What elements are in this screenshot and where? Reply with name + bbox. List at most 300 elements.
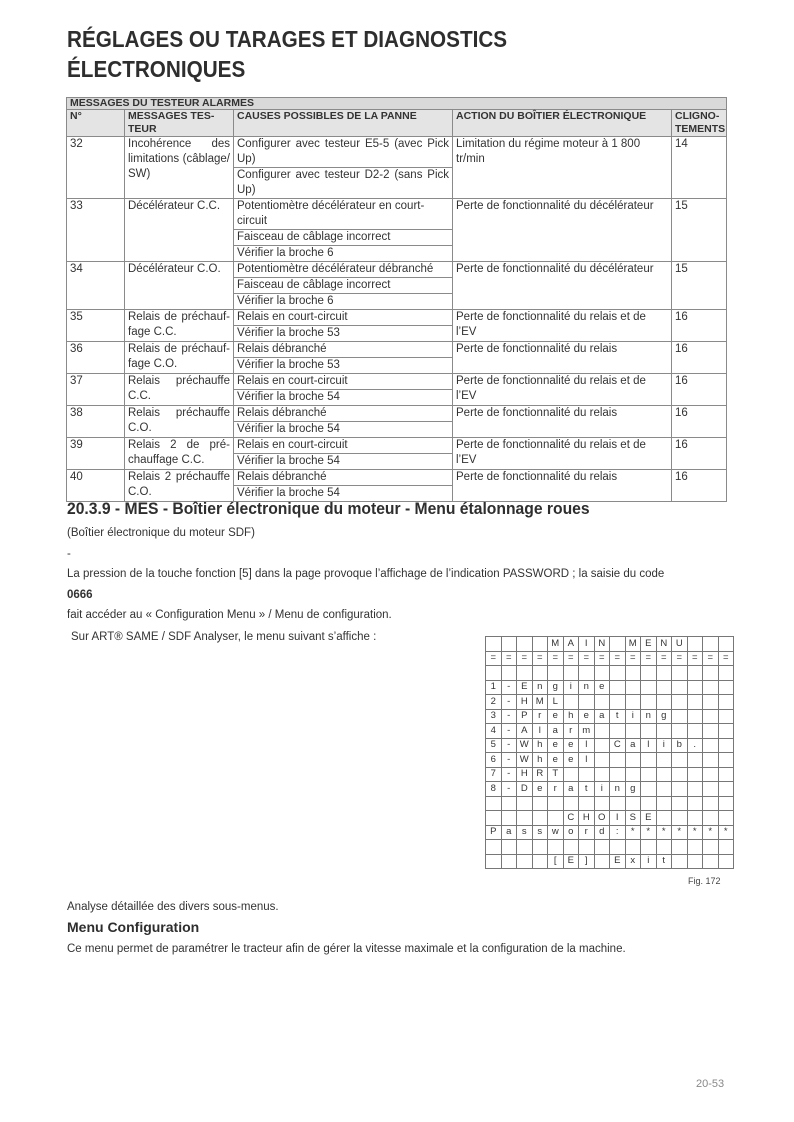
menu-grid-cell: b <box>672 738 688 753</box>
menu-grid-cell <box>672 767 688 782</box>
menu-grid-cell <box>532 796 548 811</box>
menu-grid-row <box>486 854 734 869</box>
menu-grid-cell: - <box>501 738 517 753</box>
menu-grid-cell: N <box>594 637 610 652</box>
menu-grid-cell <box>625 724 641 739</box>
menu-grid-cell: U <box>672 637 688 652</box>
menu-grid-cell: e <box>579 709 595 724</box>
paragraph-config-access: fait accéder au « Configuration Menu » / Menu de configuration. <box>67 609 392 621</box>
menu-grid-cell <box>703 709 719 724</box>
menu-grid-cell <box>703 695 719 710</box>
cause-line: Configurer avec testeur E5-5 (avec Pick <box>237 138 449 150</box>
alarm-message-line: limitations (câblage/ <box>128 153 230 165</box>
menu-grid-cell: g <box>548 680 564 695</box>
menu-grid-cell: - <box>501 753 517 768</box>
menu-grid-cell <box>656 811 672 826</box>
menu-grid-cell <box>501 854 517 869</box>
cause-line: Up) <box>237 153 256 165</box>
table-row <box>67 342 727 374</box>
header-blinks: CLIGNO- TEMENTS <box>672 110 727 137</box>
menu-grid-cell: E <box>563 854 579 869</box>
header-messages: MESSAGES TES- TEUR <box>125 110 234 137</box>
menu-grid-cell: E <box>641 811 657 826</box>
alarm-message <box>125 438 234 470</box>
menu-grid-cell <box>517 666 533 681</box>
menu-grid-cell <box>532 637 548 652</box>
menu-grid-row <box>486 738 734 753</box>
menu-grid-cell: C <box>563 811 579 826</box>
menu-grid-cell <box>517 840 533 855</box>
menu-grid-cell <box>625 767 641 782</box>
menu-grid-cell: E <box>641 637 657 652</box>
menu-grid-cell: r <box>563 724 579 739</box>
menu-grid-cell <box>517 637 533 652</box>
menu-grid-cell: l <box>579 753 595 768</box>
alarm-message-line: SW) <box>128 168 151 180</box>
alarm-message-line: C.O. <box>128 422 152 434</box>
menu-grid-cell: g <box>656 709 672 724</box>
menu-grid-cell <box>594 695 610 710</box>
menu-grid-cell: l <box>641 738 657 753</box>
menu-grid-cell <box>718 811 734 826</box>
alarm-message-line: chauffage C.C. <box>128 454 205 466</box>
cause-line: Vérifier la broche 6 <box>237 247 334 259</box>
menu-grid-cell <box>718 738 734 753</box>
menu-grid-cell: * <box>625 825 641 840</box>
menu-grid-cell <box>672 796 688 811</box>
table-row <box>67 310 727 342</box>
menu-grid-cell: A <box>517 724 533 739</box>
menu-grid-cell: e <box>532 782 548 797</box>
cause-line: Relais en court-circuit <box>237 311 348 323</box>
menu-grid-cell <box>610 724 626 739</box>
menu-grid-cell: e <box>563 753 579 768</box>
menu-grid-cell: = <box>486 651 502 666</box>
menu-grid-cell: e <box>548 738 564 753</box>
menu-grid-cell <box>687 767 703 782</box>
menu-grid-cell: . <box>687 738 703 753</box>
menu-grid-cell: = <box>501 651 517 666</box>
alarm-blinks: 16 <box>672 374 727 406</box>
alarm-messages-table <box>66 97 727 502</box>
menu-grid-cell <box>501 666 517 681</box>
alarm-action: Perte de fonctionnalité du relais <box>453 470 672 502</box>
cause-item <box>234 168 452 198</box>
menu-grid-row <box>486 825 734 840</box>
menu-grid-cell: = <box>532 651 548 666</box>
analysis-text: Analyse détaillée des divers sous-menus. <box>67 901 279 913</box>
menu-grid-cell <box>610 796 626 811</box>
menu-grid-cell <box>501 811 517 826</box>
menu-grid-cell <box>718 709 734 724</box>
menu-grid-cell <box>718 724 734 739</box>
alarm-causes <box>234 342 453 374</box>
menu-grid-cell <box>718 666 734 681</box>
menu-grid-cell <box>672 854 688 869</box>
menu-grid-cell <box>687 709 703 724</box>
alarm-causes <box>234 199 453 262</box>
cause-line: Vérifier la broche 54 <box>237 391 340 403</box>
menu-grid-cell <box>532 666 548 681</box>
menu-grid-cell <box>656 840 672 855</box>
alarm-message-line: Relais préchauffe <box>128 375 230 387</box>
menu-grid-cell: = <box>687 651 703 666</box>
menu-grid-cell: T <box>548 767 564 782</box>
menu-grid-cell <box>672 840 688 855</box>
menu-grid-cell <box>718 680 734 695</box>
menu-grid-cell <box>687 811 703 826</box>
menu-grid-row <box>486 840 734 855</box>
menu-grid-cell: e <box>563 738 579 753</box>
menu-grid-cell <box>486 637 502 652</box>
menu-grid-cell <box>594 767 610 782</box>
menu-grid-cell <box>703 666 719 681</box>
alarm-action: Perte de fonctionnalité du décélérateur <box>453 199 672 262</box>
menu-grid-cell <box>687 840 703 855</box>
menu-grid-cell <box>563 767 579 782</box>
menu-grid-cell <box>594 796 610 811</box>
menu-grid-cell: h <box>563 709 579 724</box>
menu-grid-cell <box>718 840 734 855</box>
menu-grid-cell: a <box>563 782 579 797</box>
menu-grid-cell <box>563 840 579 855</box>
alarm-blinks: 16 <box>672 342 727 374</box>
menu-grid-cell: * <box>672 825 688 840</box>
menu-grid-cell: a <box>501 825 517 840</box>
menu-grid-cell <box>625 680 641 695</box>
menu-grid-cell <box>687 695 703 710</box>
menu-grid-cell: W <box>517 738 533 753</box>
menu-grid-cell <box>672 782 688 797</box>
menu-grid-cell: * <box>641 825 657 840</box>
alarm-number: 34 <box>67 262 125 310</box>
cause-item <box>234 438 452 454</box>
alarm-message-line: Incohérence des <box>128 138 230 150</box>
alarm-message-line: Relais préchauffe <box>128 407 230 419</box>
menu-grid-cell <box>594 738 610 753</box>
cause-line: Relais débranché <box>237 343 327 355</box>
cause-item <box>234 358 452 373</box>
menu-grid-cell <box>687 637 703 652</box>
cause-item <box>234 406 452 422</box>
menu-grid-cell: x <box>625 854 641 869</box>
menu-grid-cell <box>610 637 626 652</box>
menu-grid-cell <box>486 811 502 826</box>
alarm-causes <box>234 374 453 406</box>
alarm-message <box>125 262 234 310</box>
menu-grid-cell: - <box>501 680 517 695</box>
menu-grid-cell: h <box>532 738 548 753</box>
alarm-number: 35 <box>67 310 125 342</box>
menu-grid-cell <box>718 753 734 768</box>
cause-line: Vérifier la broche 54 <box>237 423 340 435</box>
menu-grid-cell <box>563 666 579 681</box>
menu-grid-cell: H <box>517 695 533 710</box>
cause-item <box>234 246 452 261</box>
menu-grid-cell <box>687 782 703 797</box>
menu-grid-cell: = <box>625 651 641 666</box>
alarm-causes <box>234 406 453 438</box>
menu-grid-cell <box>486 796 502 811</box>
menu-grid-cell: D <box>517 782 533 797</box>
cause-line: Potentiomètre décélérateur débranché <box>237 263 434 275</box>
menu-grid-row <box>486 796 734 811</box>
menu-grid-cell: C <box>610 738 626 753</box>
menu-grid-cell <box>703 753 719 768</box>
menu-grid-cell <box>687 753 703 768</box>
menu-grid-cell: H <box>517 767 533 782</box>
menu-grid-cell <box>486 854 502 869</box>
alarm-action: Perte de fonctionnalité du décélérateur <box>453 262 672 310</box>
cause-item <box>234 326 452 341</box>
alarm-action: Perte de fonctionnalité du relais et de l’EV <box>453 438 672 470</box>
menu-grid-cell <box>656 753 672 768</box>
menu-grid-cell: d <box>594 825 610 840</box>
menu-grid-cell: g <box>625 782 641 797</box>
menu-grid-cell: W <box>517 753 533 768</box>
menu-grid-cell <box>656 724 672 739</box>
menu-grid-cell <box>703 738 719 753</box>
menu-grid-cell: * <box>718 825 734 840</box>
menu-grid-cell <box>517 796 533 811</box>
cause-item <box>234 230 452 246</box>
menu-grid-cell: h <box>532 753 548 768</box>
menu-grid-cell <box>672 724 688 739</box>
page-title <box>67 24 679 84</box>
menu-grid-row <box>486 767 734 782</box>
menu-grid-cell <box>548 840 564 855</box>
menu-grid-cell: M <box>532 695 548 710</box>
section-subtitle: (Boîtier électronique du moteur SDF) <box>67 527 255 539</box>
menu-grid-cell: R <box>532 767 548 782</box>
menu-grid-cell: = <box>672 651 688 666</box>
menu-grid-cell: e <box>548 709 564 724</box>
menu-grid-cell <box>718 637 734 652</box>
menu-grid-cell <box>687 666 703 681</box>
menu-grid-cell <box>641 767 657 782</box>
cause-line: Vérifier la broche 54 <box>237 487 340 499</box>
menu-grid-cell <box>579 767 595 782</box>
menu-grid-cell <box>672 666 688 681</box>
menu-grid-row <box>486 695 734 710</box>
alarm-number: 38 <box>67 406 125 438</box>
menu-grid-cell <box>610 753 626 768</box>
alarm-causes <box>234 470 453 502</box>
cause-line: Faisceau de câblage incorrect <box>237 279 391 291</box>
menu-grid-cell: [ <box>548 854 564 869</box>
menu-grid-cell: n <box>579 680 595 695</box>
alarm-blinks: 15 <box>672 262 727 310</box>
cause-item <box>234 454 452 469</box>
alarm-causes <box>234 262 453 310</box>
alarm-blinks: 16 <box>672 470 727 502</box>
menu-grid-cell: I <box>579 637 595 652</box>
menu-grid-cell <box>501 840 517 855</box>
menu-grid-cell: A <box>563 637 579 652</box>
menu-grid-cell <box>594 666 610 681</box>
cause-line: Relais en court-circuit <box>237 375 348 387</box>
menu-grid-cell: 6 <box>486 753 502 768</box>
menu-grid-cell: E <box>610 854 626 869</box>
table-row <box>67 374 727 406</box>
menu-grid-cell: 5 <box>486 738 502 753</box>
menu-grid-cell: 3 <box>486 709 502 724</box>
cause-item <box>234 486 452 501</box>
menu-grid-row <box>486 637 734 652</box>
menu-grid-cell: r <box>532 709 548 724</box>
alarm-blinks: 16 <box>672 406 727 438</box>
menu-grid-cell <box>656 796 672 811</box>
cause-line: Vérifier la broche 53 <box>237 327 340 339</box>
menu-grid-cell <box>718 767 734 782</box>
menu-grid-cell <box>641 782 657 797</box>
menu-grid-cell <box>703 782 719 797</box>
menu-grid-cell <box>579 695 595 710</box>
menu-grid-cell: = <box>517 651 533 666</box>
menu-grid-row <box>486 782 734 797</box>
menu-grid-cell: O <box>594 811 610 826</box>
header-action: ACTION DU BOÎTIER ÉLECTRONIQUE <box>453 110 672 137</box>
page-number: 20-53 <box>696 1078 725 1090</box>
paragraph-password: La pression de la touche fonction [5] dans la page provoque l’affichage de l’indication PASSWORD ; la saisie du code <box>67 568 665 580</box>
menu-grid-cell <box>594 753 610 768</box>
cause-line: Vérifier la broche 53 <box>237 359 340 371</box>
header-causes: CAUSES POSSIBLES DE LA PANNE <box>234 110 453 137</box>
menu-grid-cell <box>563 695 579 710</box>
menu-grid-cell: l <box>532 724 548 739</box>
cause-line: Relais débranché <box>237 407 327 419</box>
password-code: 0666 <box>67 589 93 601</box>
alarm-number: 32 <box>67 137 125 199</box>
alarm-message-line: Relais de préchauf- <box>128 343 230 355</box>
alarm-message-line: C.O. <box>128 486 152 498</box>
cause-item <box>234 278 452 294</box>
menu-grid-cell: w <box>548 825 564 840</box>
menu-grid-cell <box>610 695 626 710</box>
table-row <box>67 406 727 438</box>
alarm-action: Perte de fonctionnalité du relais et de l’EV <box>453 310 672 342</box>
alarm-number: 33 <box>67 199 125 262</box>
cause-item <box>234 342 452 358</box>
menu-grid-cell <box>625 840 641 855</box>
menu-grid-cell <box>517 854 533 869</box>
alarm-action: Perte de fonctionnalité du relais et de l’EV <box>453 374 672 406</box>
menu-grid-cell <box>641 695 657 710</box>
menu-grid-cell <box>486 840 502 855</box>
paragraph-analyser: Sur ART® SAME / SDF Analyser, le menu suivant s’affiche : <box>71 631 377 643</box>
menu-grid-cell <box>718 854 734 869</box>
menu-grid-cell: e <box>548 753 564 768</box>
alarm-message <box>125 199 234 262</box>
main-menu-grid <box>485 636 734 869</box>
menu-grid-cell: i <box>656 738 672 753</box>
menu-grid-cell <box>610 840 626 855</box>
menu-grid-cell: = <box>563 651 579 666</box>
menu-grid-cell: = <box>703 651 719 666</box>
table-row <box>67 438 727 470</box>
alarm-number: 40 <box>67 470 125 502</box>
menu-grid-cell <box>625 695 641 710</box>
menu-grid-cell <box>594 724 610 739</box>
header-no: N° <box>67 110 125 137</box>
menu-grid-cell: * <box>703 825 719 840</box>
menu-grid-cell: N <box>656 637 672 652</box>
alarm-number: 39 <box>67 438 125 470</box>
menu-grid-row <box>486 680 734 695</box>
menu-grid-cell: M <box>548 637 564 652</box>
config-menu-title: Menu Configuration <box>67 919 200 935</box>
menu-grid-cell <box>687 854 703 869</box>
menu-grid-cell <box>672 695 688 710</box>
menu-grid-cell <box>532 854 548 869</box>
menu-grid-cell: i <box>563 680 579 695</box>
config-menu-text: Ce menu permet de paramétrer le tracteur afin de gérer la vitesse maximale et la configuration de la machine. <box>67 943 626 955</box>
menu-grid-cell: - <box>501 782 517 797</box>
cause-item <box>234 374 452 390</box>
alarm-message <box>125 374 234 406</box>
menu-grid-cell <box>672 680 688 695</box>
menu-grid-cell: s <box>532 825 548 840</box>
cause-item <box>234 262 452 278</box>
alarm-causes <box>234 310 453 342</box>
menu-grid-cell: H <box>579 811 595 826</box>
menu-grid-cell <box>486 666 502 681</box>
menu-grid-cell <box>579 840 595 855</box>
alarm-message <box>125 406 234 438</box>
table-row <box>67 137 727 199</box>
menu-grid-row <box>486 811 734 826</box>
alarm-action: Perte de fonctionnalité du relais <box>453 342 672 374</box>
menu-grid-cell <box>579 666 595 681</box>
menu-grid-cell <box>703 811 719 826</box>
cause-item <box>234 470 452 486</box>
menu-grid-cell: a <box>548 724 564 739</box>
menu-grid-cell: ] <box>579 854 595 869</box>
cause-line: Vérifier la broche 54 <box>237 455 340 467</box>
menu-grid-cell <box>641 724 657 739</box>
menu-grid-cell <box>594 854 610 869</box>
menu-grid-cell <box>548 796 564 811</box>
menu-grid-cell <box>532 811 548 826</box>
cause-item <box>234 199 452 230</box>
alarm-causes <box>234 137 453 199</box>
menu-grid-cell <box>703 854 719 869</box>
cause-line: Up) <box>237 184 256 196</box>
alarm-message-line: fage C.C. <box>128 326 177 338</box>
menu-grid-cell <box>641 680 657 695</box>
menu-grid-cell <box>548 811 564 826</box>
figure-label: Fig. 172 <box>688 876 721 886</box>
page-title-line-2: ÉLECTRONIQUES <box>67 56 246 82</box>
alarm-blinks: 15 <box>672 199 727 262</box>
cause-line: Relais débranché <box>237 471 327 483</box>
menu-grid-cell: = <box>641 651 657 666</box>
menu-grid-cell: i <box>625 709 641 724</box>
menu-grid-cell: = <box>594 651 610 666</box>
menu-grid-cell: i <box>641 854 657 869</box>
menu-grid-cell: n <box>532 680 548 695</box>
alarm-number: 37 <box>67 374 125 406</box>
menu-grid-cell: a <box>625 738 641 753</box>
menu-grid-cell <box>656 666 672 681</box>
menu-grid-cell: t <box>656 854 672 869</box>
table-title: MESSAGES DU TESTEUR ALARMES <box>67 98 727 110</box>
menu-grid-row <box>486 666 734 681</box>
menu-grid-cell <box>703 767 719 782</box>
menu-grid-cell: l <box>579 738 595 753</box>
cause-line: Vérifier la broche 6 <box>237 295 334 307</box>
menu-grid-cell: = <box>656 651 672 666</box>
